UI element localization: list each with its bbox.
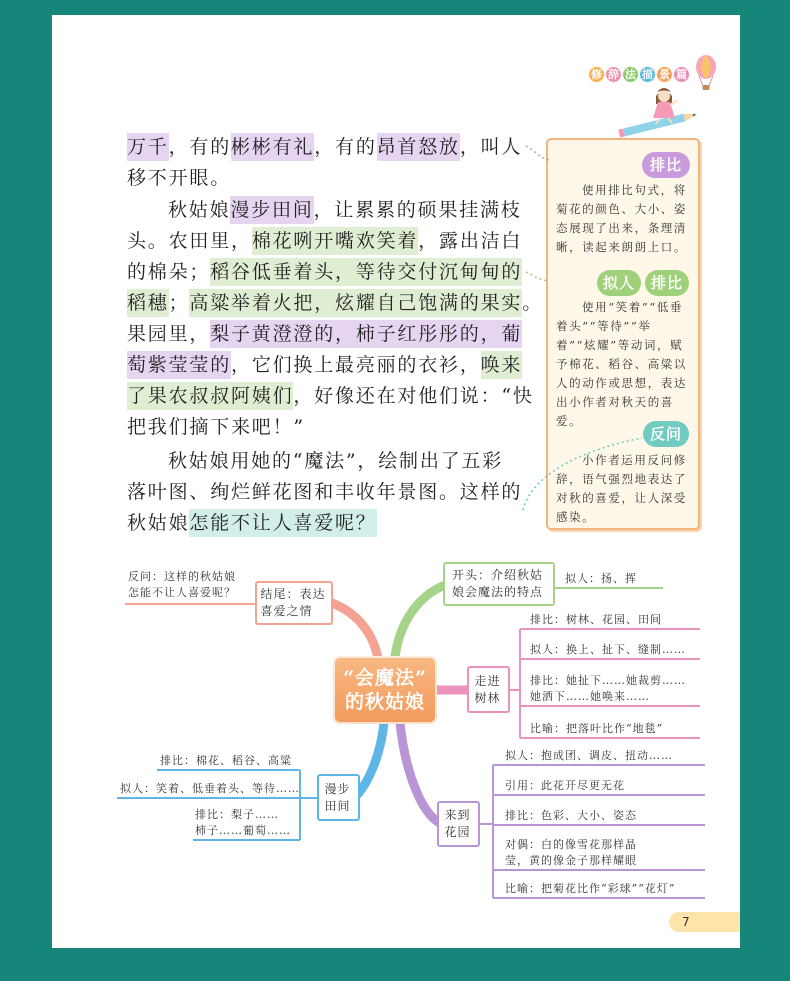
tag-parallelism: 排比: [642, 152, 690, 178]
text-run: 。: [522, 292, 544, 314]
highlight-phrase: 稻谷低垂着头，等待交付沉甸甸的: [210, 258, 522, 286]
text-run: ，它们换上最亮丽的衣衫，: [231, 354, 481, 376]
branch-field: [358, 723, 384, 794]
annotation-note: 小作者运用反问修辞，语气强烈地表达了对秋的喜爱，让人深受感染。: [556, 453, 687, 524]
node-label: 结尾：表达喜爱之情: [260, 587, 326, 618]
tag-personification: 拟人: [597, 270, 641, 296]
text-run: ，有的: [314, 136, 377, 158]
tag-parallelism: 排比: [645, 270, 689, 296]
highlight-phrase: 萄紫莹莹的: [127, 351, 231, 379]
leaf-text: 排比：色彩、大小、姿态: [505, 809, 637, 822]
highlight-phrase: 漫步田间: [230, 196, 313, 224]
leaf-field: [160, 753, 292, 769]
node-garden: [437, 801, 480, 847]
leaf-text: 怎能不让人喜爱呢？: [128, 586, 236, 599]
mindmap-center-node: [333, 656, 437, 724]
text-run: ，让累累的硕果挂满枝: [313, 199, 522, 221]
node-label: 漫步田间: [324, 781, 351, 813]
leaf-ending: [128, 569, 236, 601]
text-run: 落叶图、绚烂鲜花图和丰收年景图。这样的: [127, 481, 523, 503]
highlight-phrase: 稻穗: [127, 289, 169, 317]
branch-garden: [400, 723, 438, 822]
leaf-text: 拟人：换上、扯下、缝制……: [530, 643, 686, 656]
text-run: ，有的: [168, 136, 232, 158]
leaf-text: 排比：她扯下……她裁剪……: [530, 674, 686, 687]
leaf-text: 拟人：抱成团、调皮、扭动……: [505, 749, 673, 762]
leaf-garden: [505, 837, 637, 869]
text-run: 移不开眼。: [127, 167, 232, 189]
annotation-note: 使用排比句式，将菊花的颜色、大小、姿态展现了出来，条理清晰，读起来朗朗上口。: [556, 183, 687, 254]
section-title-char: 修: [588, 66, 605, 83]
tag-rhetorical-question: 反问: [643, 421, 689, 447]
leaf-forest: [530, 642, 686, 658]
leaf-forest: [530, 612, 662, 628]
text-run: 把我们摘下来吧！”: [127, 416, 305, 438]
leaf-text: 对偶：白的像雪花那样晶: [505, 838, 637, 851]
node-label: 来到花园: [444, 808, 471, 839]
page-number-tab: [669, 912, 740, 932]
leaf-garden: [505, 748, 673, 764]
leaf-field: [195, 807, 291, 839]
text-run: 的棉朵；: [127, 261, 211, 283]
branch-ending: [332, 603, 378, 658]
center-label-line: “会魔法”: [343, 667, 427, 689]
text-run: ，好像还在对他们说：“快: [293, 385, 534, 407]
leaf-garden: [505, 808, 637, 824]
section-title-char: 辞: [605, 66, 622, 83]
leaf-text: 排比：棉花、稻谷、高粱: [160, 754, 292, 767]
leaf-text: 拟人：扬、挥: [565, 572, 637, 585]
highlight-phrase: 梨子黄澄澄的，柿子红彤彤的，葡: [210, 320, 522, 348]
dotted-connector-parallelism: [526, 146, 549, 160]
leaf-text: 比喻：把落叶比作“地毯”: [530, 722, 664, 735]
text-run: 秋姑娘用她的“魔法”，绘制出了五彩: [168, 450, 504, 472]
node-field: [317, 774, 360, 821]
section-title-char: 景: [656, 66, 673, 83]
section-title-char: 法: [622, 66, 639, 83]
leaf-text: 她洒下……她唤来……: [530, 690, 650, 703]
leaf-bracket: [479, 765, 493, 898]
highlight-phrase: 高粱举着火把，炫耀自己饱满的果实: [189, 289, 522, 317]
highlight-phrase: 昂首怒放: [377, 133, 460, 161]
text-run: ；: [168, 292, 190, 314]
highlight-phrase: 棉花咧开嘴欢笑着: [252, 227, 418, 255]
leaf-text: 拟人：笑着、低垂着头、等待……: [120, 782, 300, 795]
branch-opening: [395, 585, 445, 657]
dotted-connector-personification: [526, 272, 549, 281]
text-run: 秋姑娘: [127, 512, 190, 534]
highlight-phrase: 彬彬有礼: [231, 133, 314, 161]
highlight-phrase: 唤来: [481, 351, 523, 379]
node-opening: [443, 562, 555, 606]
text-run: 秋姑娘: [168, 199, 231, 221]
annotation-note: 使用“笑着”“低垂着头”“等待”“举着”“炫耀”等动词，赋予棉花、稻谷、高粱以人的动作或思想，表达出小作者对秋天的喜爱。: [556, 300, 687, 428]
leaf-text: 柿子……葡萄……: [195, 824, 291, 837]
text-run: 头。农田里，: [127, 230, 252, 252]
leaf-text: 排比：梨子……: [195, 808, 279, 821]
dotted-connector-rhetorical: [523, 438, 642, 510]
highlight-phrase: 了果农叔叔阿姨们: [127, 382, 293, 410]
center-label-line: 的秋姑娘: [344, 691, 425, 713]
leaf-field: [120, 781, 300, 797]
leaf-text: 比喻：把菊花比作“彩球”“花灯”: [505, 882, 676, 895]
leaf-forest: [530, 673, 686, 705]
text-run: ，露出洁白: [418, 230, 523, 252]
leaf-forest: [530, 721, 663, 737]
section-title-char: 描: [639, 66, 656, 83]
leaf-text: 莹，黄的像金子那样耀眼: [505, 854, 637, 867]
highlight-phrase: 万千: [127, 133, 169, 161]
leaf-bracket: [509, 629, 520, 738]
leaf-text: 排比：树林、花园、田间: [530, 613, 662, 626]
node-forest: [467, 666, 510, 713]
node-label: 走进树林: [474, 673, 501, 705]
leaf-garden: [505, 778, 625, 794]
page-number: 7: [682, 915, 690, 929]
node-ending: [255, 581, 333, 625]
text-run: ，叫人: [459, 136, 523, 158]
leaf-opening: [565, 571, 637, 587]
section-title-char: 篇: [673, 66, 690, 83]
node-label: 开头：介绍秋姑娘会魔法的特点: [452, 568, 544, 599]
text-run: 果园里，: [127, 323, 211, 345]
highlight-phrase: 怎能不让人喜爱呢？: [189, 509, 376, 537]
leaf-text: 反问：这样的秋姑娘: [128, 570, 236, 583]
leaf-text: 引用：此花开尽更无花: [505, 779, 625, 792]
leaf-garden: [505, 881, 676, 897]
